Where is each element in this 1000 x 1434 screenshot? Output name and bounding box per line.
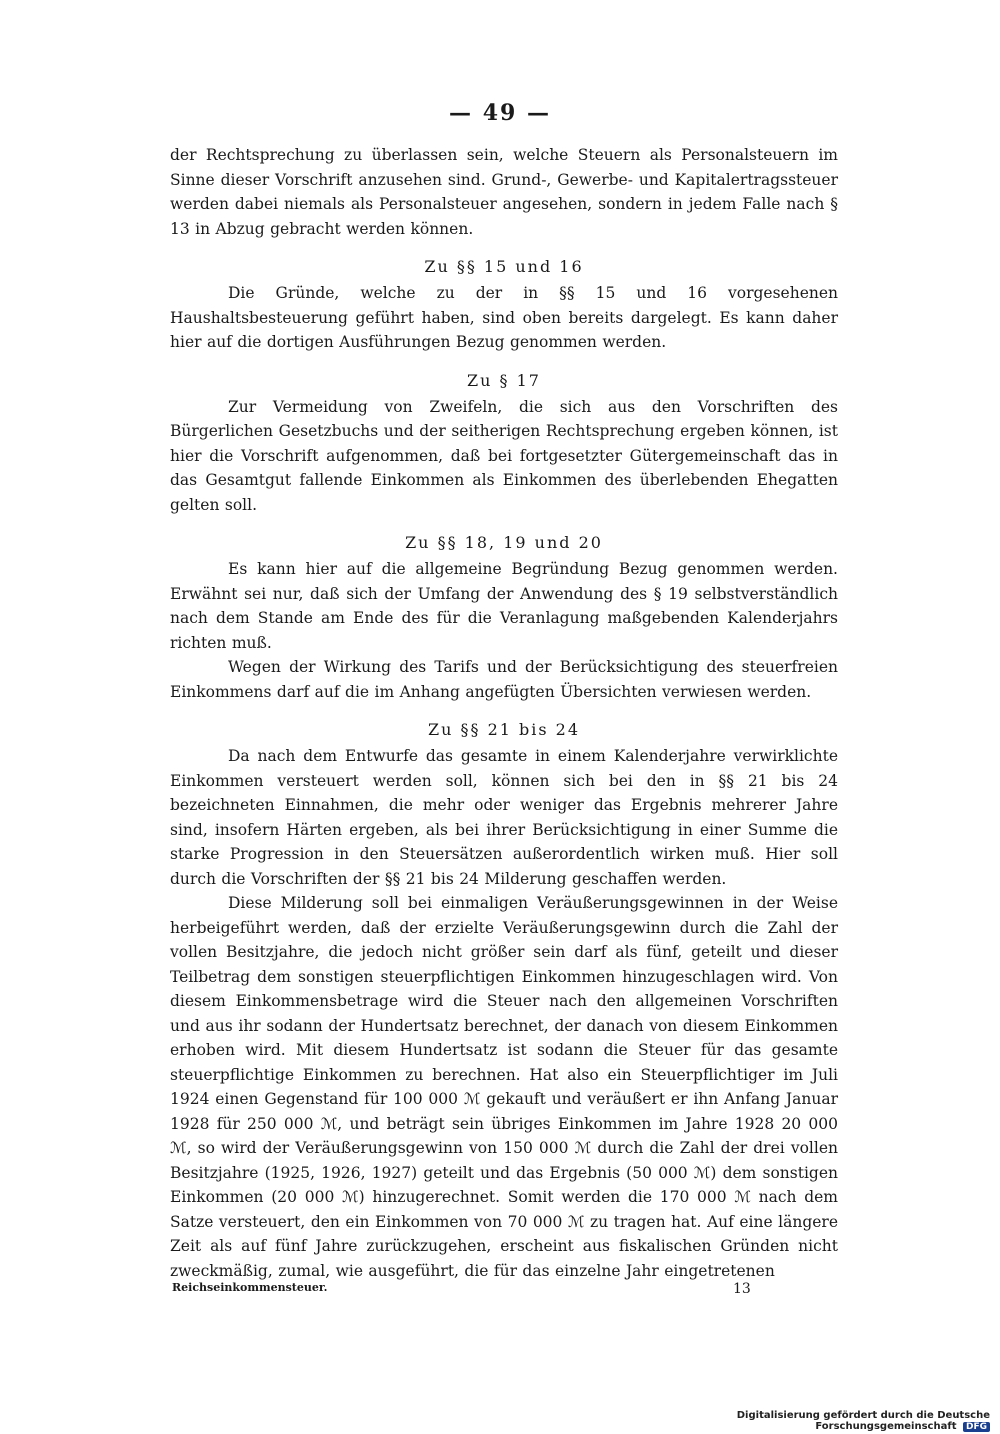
credit-text: Digitalisierung gefördert durch die Deutsche Forschungsgemeinschaft [736,1410,990,1432]
paragraph: Die Gründe, welche zu der in §§ 15 und 16 vorgesehenen Haushaltsbesteuerung geführt haben, sind oben bereits dargelegt. Es kann daher hier auf die dortigen Ausführungen Bezug genommen werden. [170,284,838,351]
paragraph: Zur Vermeidung von Zweifeln, die sich aus den Vorschriften des Bürgerlichen Gesetzbuchs und der seitherigen Rechtsprechung ergeben können, ist hier die Vorschrift aufgenommen, daß bei fortgesetzter Gütergemeinschaft das in das Gesamtgut fallende Einkommen als Einkommen des überlebenden Ehegatten gelten soll. [170,397,838,514]
dfg-logo-icon: DFG [963,1422,990,1432]
section-heading: Zu § 17 [467,370,541,390]
text-column [170,143,838,1283]
paragraph: Diese Milderung soll bei einmaligen Veräußerungsgewinnen in der Weise herbeigeführt werden, daß der erzielte Veräußerungsgewinn durch die Zahl der vollen Besitzjahre, die jedoch nicht größer sein darf als fünf, geteilt und dieser Teilbetrag dem sonstigen steuerpflichtigen Einkommen hinzugeschlagen wird. Von diesem Einkommensbetrage wird die Steuer nach den allgemeinen Vorschriften und aus ihr sodann der Hundertsatz berechnet, der danach von diesem Einkommen erhoben wird. Mit diesem Hundertsatz ist sodann die Steuer für das gesamte steuerpflichtige Einkommen zu berechnen. Hat also ein Steuerpflichtiger im Juli 1924 einen Gegenstand für 100 000 ℳ gekauft und veräußert er ihn Anfang Januar 1928 für 250 000 ℳ, und beträgt sein übriges Einkommen im Jahre 1928 20 000 ℳ, so wird der Veräußerungsgewinn von 150 000 ℳ durch die Zahl der drei vollen Besitzjahre (1925, 1926, 1927) geteilt und das Ergebnis (50 000 ℳ) dem sonstigen Einkommen (20 000 ℳ) hinzugerechnet. Somit werden die 170 000 ℳ nach dem Satze versteuert, den ein Einkommen von 70 000 ℳ zu tragen hat. Auf eine längere Zeit als auf fünf Jahre zurückzugehen, erscheint aus fiskalischen Gründen nicht zweckmäßig, zumal, wie ausgeführt, die für das einzelne Jahr eingetretenen [170,894,838,1280]
section-heading: Zu §§ 21 bis 24 [427,720,581,739]
paragraph: Wegen der Wirkung des Tarifs und der Berücksichtigung des steuerfreien Einkommens darf auf die im Anhang angefügten Übersichten verwiesen werden. [170,658,838,701]
paragraph: Es kann hier auf die allgemeine Begründung Bezug genommen werden. Erwähnt sei nur, daß sich der Umfang der Anwendung des § 19 selbstverständlich nach dem Stande am Ende des für die Veranlagung maßgebenden Kalenderjahrs richten muß. [170,560,838,652]
signature-mark: Reichseinkommensteuer. [172,1281,328,1294]
section-heading: Zu §§ 15 und 16 [424,257,584,276]
signature-number: 13 [733,1281,751,1297]
section-heading: Zu §§ 18, 19 und 20 [405,533,603,552]
digitization-credit [610,1410,990,1432]
page-number: — 49 — [449,100,551,126]
paragraph: der Rechtsprechung zu überlassen sein, welche Steuern als Personalsteuern im Sinne dieser Vorschrift anzusehen sind. Grund-, Gewerbe- und Kapitalertragssteuer werden dabei niemals als Personalsteuer angesehen, sondern in jedem Falle nach § 13 in Abzug gebracht werden können. [170,146,838,238]
paragraph: Da nach dem Entwurfe das gesamte in einem Kalenderjahre verwirklichte Einkommen versteuert werden soll, können sich bei den in §§ 21 bis 24 bezeichneten Einnahmen, die mehr oder weniger das Ergebnis mehrerer Jahre sind, insofern Härten ergeben, als bei ihrer Berücksichtigung in einer Summe die starke Progression in den Steuersätzen außerordentlich wirken muß. Hier soll durch die Vorschriften der §§ 21 bis 24 Milderung geschaffen werden. [170,747,838,888]
